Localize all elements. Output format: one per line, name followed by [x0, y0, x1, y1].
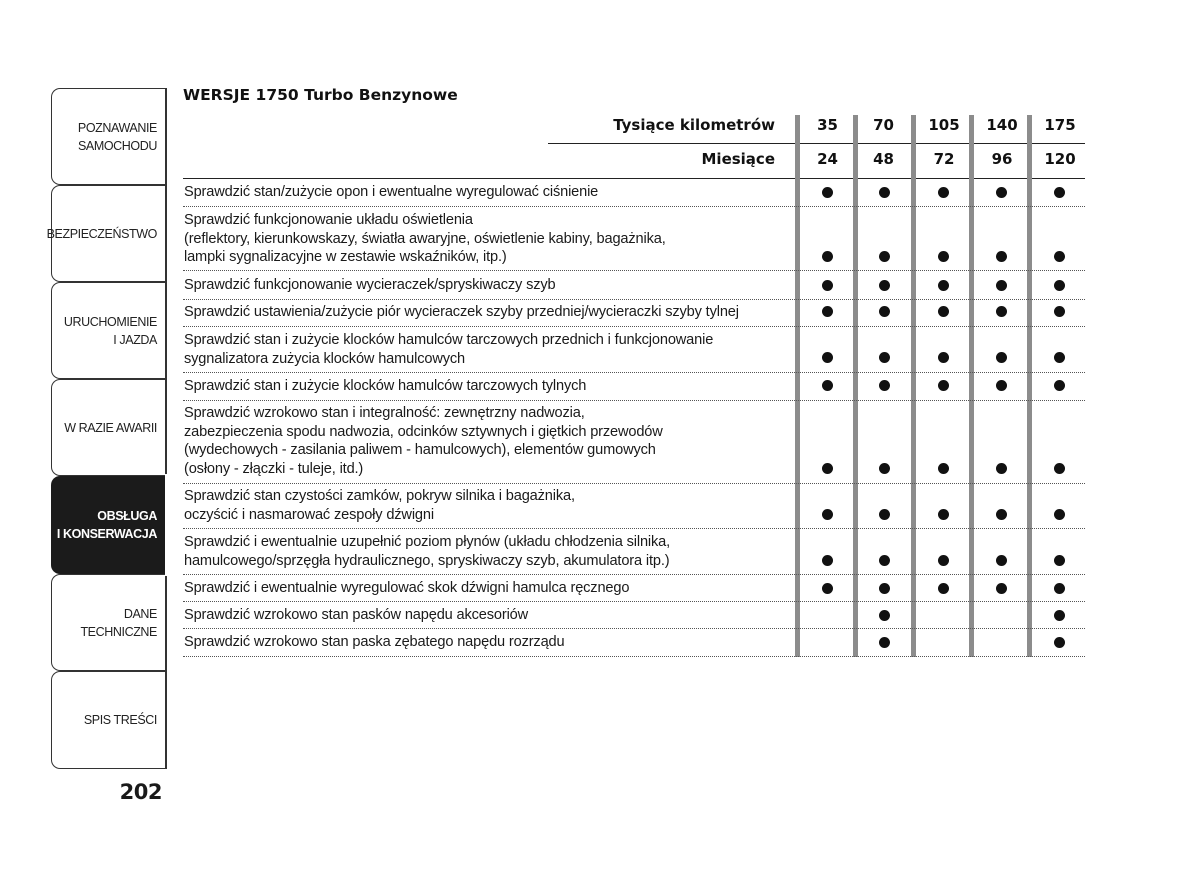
header-km-label: Tysiące kilometrów: [613, 116, 775, 134]
service-mark-dot: [938, 509, 949, 520]
service-mark-dot: [938, 280, 949, 291]
tab-bezpieczenstwo[interactable]: [46, 185, 165, 282]
service-mark-dot: [938, 583, 949, 594]
table-row-text: Sprawdzić wzrokowo stan paska zębatego napędu rozrządu: [184, 634, 565, 650]
service-mark-dot: [938, 187, 949, 198]
service-mark-dot: [1054, 509, 1065, 520]
service-mark-dot: [996, 380, 1007, 391]
service-mark-dot: [938, 380, 949, 391]
service-mark-dot: [879, 306, 890, 317]
service-mark-dot: [879, 555, 890, 566]
service-mark-dot: [1054, 251, 1065, 262]
tab-obsluga-i-konserwacja[interactable]: [51, 476, 165, 574]
service-mark-dot: [1054, 637, 1065, 648]
tab-label: SPIS TREŚCI: [83, 713, 157, 727]
row-separator: [183, 372, 1085, 373]
service-mark-dot: [1054, 555, 1065, 566]
service-mark-dot: [1054, 306, 1065, 317]
row-separator: [183, 326, 1085, 327]
tab-label: BEZPIECZEŃSTWO: [46, 226, 157, 241]
table-row-text: Sprawdzić ustawienia/zużycie piór wycieraczek szyby przedniej/wycieraczki szyby tylnej: [184, 304, 739, 320]
table-row-text: Sprawdzić funkcjonowanie wycieraczek/spryskiwaczy szyb: [184, 277, 556, 293]
table-row-text: Sprawdzić stan czystości zamków, pokryw silnika i bagażnika, oczyścić i nasmarować zespoły dźwigni: [184, 488, 575, 523]
column-separator: [853, 115, 858, 657]
row-separator: [183, 656, 1085, 657]
service-mark-dot: [1054, 187, 1065, 198]
row-separator: [183, 400, 1085, 401]
service-mark-dot: [879, 509, 890, 520]
service-mark-dot: [822, 555, 833, 566]
tab-uruchomienie-i-jazda[interactable]: [51, 282, 165, 379]
service-mark-dot: [879, 380, 890, 391]
header-month-value: 72: [933, 150, 955, 168]
header-bottom-rule: [183, 178, 1085, 179]
service-mark-dot: [1054, 380, 1065, 391]
tab-label: POZNAWANIE SAMOCHODU: [77, 120, 157, 153]
service-mark-dot: [938, 463, 949, 474]
service-mark-dot: [996, 463, 1007, 474]
tab-label: DANE TECHNICZNE: [80, 606, 157, 639]
section-title: WERSJE 1750 Turbo Benzynowe: [183, 86, 458, 104]
column-separator: [1027, 115, 1032, 657]
tab-spis-tresci[interactable]: [51, 671, 165, 769]
service-mark-dot: [996, 352, 1007, 363]
service-mark-dot: [822, 463, 833, 474]
service-mark-dot: [822, 380, 833, 391]
page-number: 202: [119, 780, 162, 804]
service-mark-dot: [879, 463, 890, 474]
row-separator: [183, 528, 1085, 529]
service-mark-dot: [1054, 463, 1065, 474]
header-km-value: 105: [928, 116, 960, 134]
service-mark-dot: [879, 637, 890, 648]
service-mark-dot: [996, 509, 1007, 520]
header-month-value: 24: [817, 150, 838, 168]
service-mark-dot: [996, 280, 1007, 291]
service-mark-dot: [996, 555, 1007, 566]
header-km-value: 70: [873, 116, 894, 134]
table-row-text: Sprawdzić wzrokowo stan pasków napędu akcesoriów: [184, 607, 529, 623]
header-divider: [548, 143, 1085, 144]
service-mark-dot: [938, 352, 949, 363]
service-mark-dot: [879, 280, 890, 291]
service-mark-dot: [822, 352, 833, 363]
row-separator: [183, 628, 1085, 629]
header-month-value: 96: [991, 150, 1013, 168]
service-mark-dot: [879, 610, 890, 621]
service-mark-dot: [879, 251, 890, 262]
service-mark-dot: [879, 187, 890, 198]
service-mark-dot: [879, 583, 890, 594]
service-mark-dot: [938, 306, 949, 317]
row-separator: [183, 601, 1085, 602]
header-month-value: 120: [1044, 150, 1076, 168]
tab-label: OBSŁUGA I KONSERWACJA: [56, 509, 157, 541]
sidebar-edge-bottom: [165, 576, 167, 769]
service-mark-dot: [822, 251, 833, 262]
service-mark-dot: [996, 583, 1007, 594]
service-mark-dot: [1054, 352, 1065, 363]
column-separator: [911, 115, 916, 657]
tab-poznawanie-samochodu[interactable]: [51, 88, 165, 185]
tab-w-razie-awarii[interactable]: [51, 379, 165, 476]
table-row-text: Sprawdzić wzrokowo stan i integralność: zewnętrzny nadwozia, zabezpieczenia spodu nadwozia, odcinków sztywnych i giętkich przewodów (wydechowych - zasilania paliwem - hamulcowych), elementów gumowych (osłony - złączki - tuleje, itd.): [184, 405, 663, 477]
service-mark-dot: [938, 251, 949, 262]
service-mark-dot: [879, 352, 890, 363]
row-separator: [183, 299, 1085, 300]
table-row-text: Sprawdzić funkcjonowanie układu oświetlenia (reflektory, kierunkowskazy, światła awaryjne, oświetlenie kabiny, bagażnika, lampki sygnalizacyjne w zestawie wskaźników, itp.): [184, 212, 666, 265]
sidebar-edge-top: [165, 88, 167, 474]
table-row-text: Sprawdzić stan i zużycie klocków hamulców tarczowych przednich i funkcjonowanie sygnalizatora zużycia klocków hamulcowych: [184, 332, 714, 367]
service-mark-dot: [996, 306, 1007, 317]
service-mark-dot: [822, 280, 833, 291]
service-mark-dot: [1054, 583, 1065, 594]
header-month-value: 48: [873, 150, 894, 168]
header-months-label: Miesiące: [701, 150, 775, 168]
table-row-text: Sprawdzić i ewentualnie uzupełnić poziom płynów (układu chłodzenia silnika, hamulcowego/sprzęgła hydraulicznego, spryskiwaczy szyb, akumulatora itp.): [184, 534, 671, 569]
service-mark-dot: [996, 251, 1007, 262]
service-mark-dot: [822, 306, 833, 317]
service-mark-dot: [938, 555, 949, 566]
tab-label: W RAZIE AWARII: [64, 420, 157, 435]
tab-dane-techniczne[interactable]: [51, 574, 165, 671]
service-mark-dot: [822, 583, 833, 594]
column-separator: [795, 115, 800, 657]
service-mark-dot: [1054, 610, 1065, 621]
table-row-text: Sprawdzić i ewentualnie wyregulować skok dźwigni hamulca ręcznego: [184, 580, 630, 596]
row-separator: [183, 574, 1085, 575]
header-km-value: 175: [1044, 116, 1076, 134]
service-mark-dot: [996, 187, 1007, 198]
service-mark-dot: [822, 509, 833, 520]
column-separator: [969, 115, 974, 657]
table-row-text: Sprawdzić stan i zużycie klocków hamulców tarczowych tylnych: [184, 378, 587, 394]
table-row-text: Sprawdzić stan/zużycie opon i ewentualne wyregulować ciśnienie: [184, 184, 599, 200]
tab-label: URUCHOMIENIE I JAZDA: [63, 314, 157, 347]
row-separator: [183, 206, 1085, 207]
service-mark-dot: [1054, 280, 1065, 291]
row-separator: [183, 270, 1085, 271]
header-km-value: 35: [817, 116, 838, 134]
service-mark-dot: [822, 187, 833, 198]
header-km-value: 140: [986, 116, 1018, 134]
row-separator: [183, 483, 1085, 484]
